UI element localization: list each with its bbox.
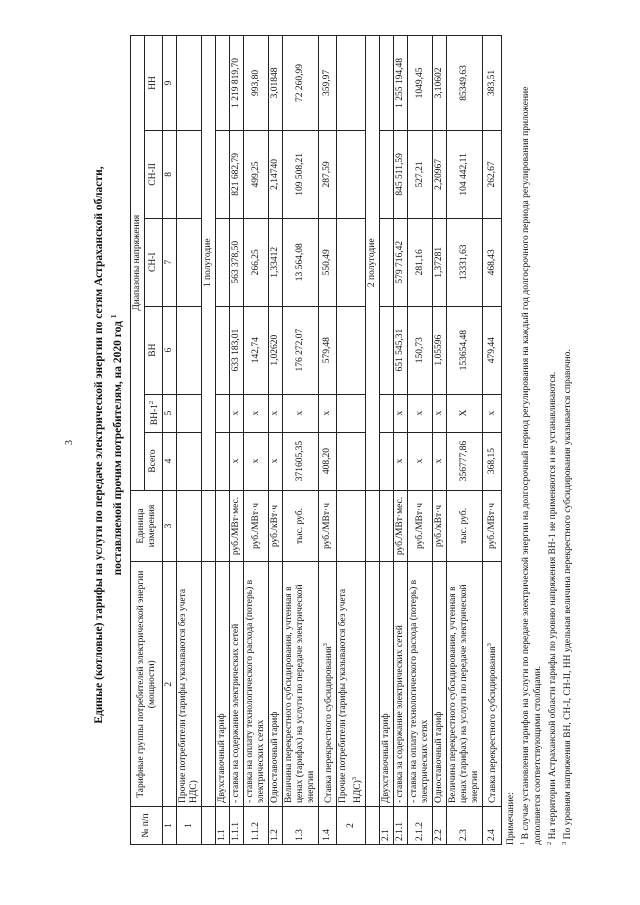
- document-title: [92, 65, 126, 825]
- note-mark: 3: [561, 841, 569, 845]
- row-num: 1.3: [283, 807, 319, 845]
- column-number-row: [163, 36, 177, 845]
- cell-vn1: X: [447, 394, 483, 432]
- cell-vn: 633 183,01: [230, 306, 244, 394]
- cell-nn: [380, 36, 394, 131]
- col-number: 6: [163, 306, 177, 394]
- period-label: 2 полугодие: [366, 36, 380, 491]
- cell-total: [216, 432, 230, 490]
- row-label-mark: 3: [322, 643, 330, 647]
- cell-sn2: 104 442,11: [447, 130, 483, 218]
- note-item: [559, 45, 574, 845]
- table-row: [244, 36, 269, 845]
- row-label-text: - ставка на содержание электрических сетей: [231, 623, 242, 804]
- row-num: 2.1.2: [408, 807, 433, 845]
- table-header: [131, 36, 177, 845]
- cell-sn2: [380, 130, 394, 218]
- cell-vn1: x: [269, 394, 283, 432]
- header-voltage-ranges: Диапазоны напряжения: [131, 36, 145, 491]
- notes-heading: Примечание:: [506, 792, 516, 845]
- title-line-2: [107, 65, 126, 825]
- header-unit: Единица измерения: [131, 490, 163, 562]
- cell-nn: 3,10602: [433, 36, 447, 131]
- cell-vn1: x: [283, 394, 319, 432]
- row-unit: руб./МВт·ч: [244, 490, 269, 562]
- header-tariff-groups: Тарифные группы потребителей электрической энергии (мощности): [131, 562, 163, 807]
- tariff-table: [130, 35, 502, 845]
- note-text: В случае установления тарифов на услуги по передаче электрической энергии на долгосрочный период регулирования на каждый год долгосрочного периода регулирования приложение дополняется соответствующими столбцами.: [521, 86, 544, 845]
- row-unit: руб./МВт·мес.: [394, 490, 408, 562]
- notes: [505, 45, 574, 845]
- row-num: 2.1.1: [394, 807, 408, 845]
- row-num: 1.2: [269, 807, 283, 845]
- row-label-text: Одноставочный тариф: [434, 711, 445, 804]
- header-vn1-mark: 2: [148, 400, 155, 405]
- note-item: [544, 45, 559, 845]
- header-sn2: СН-II: [145, 130, 163, 218]
- row-num: 2.1: [380, 807, 394, 845]
- header-sn1: СН-I: [145, 218, 163, 306]
- header-nn: НН: [145, 36, 163, 131]
- col-number: 9: [163, 36, 177, 131]
- row-label-text: Двухставочный тариф: [217, 713, 228, 804]
- row-label: [380, 562, 394, 807]
- row-label: [483, 562, 501, 807]
- cell-sn1: 13 564,08: [283, 218, 319, 306]
- row-num: 1.1: [216, 807, 230, 845]
- table-row: [269, 36, 283, 845]
- row-unit: руб./МВт·мес.: [230, 490, 244, 562]
- cell-vn1: x: [483, 394, 501, 432]
- table-row: [433, 36, 447, 845]
- row-unit: [380, 490, 394, 562]
- cell-sn2: 109 508,21: [283, 130, 319, 218]
- note-item: [517, 45, 544, 845]
- cell-sn2: 2,20967: [433, 130, 447, 218]
- group-label-mark: 3: [351, 776, 359, 781]
- cell-nn: 993,80: [244, 36, 269, 131]
- cell-vn1: [380, 394, 394, 432]
- col-number: 5: [163, 394, 177, 432]
- row-label-text: Величина перекрестного субсидирования, учтенная в ценах (тарифах) на услуги по передаче электрической энергии: [448, 584, 481, 804]
- cell-sn1: 281,16: [408, 218, 433, 306]
- cell-nn: 1 219 819,70: [230, 36, 244, 131]
- cell-vn1: x: [230, 394, 244, 432]
- cell-nn: 359,97: [319, 36, 337, 131]
- col-number: 7: [163, 218, 177, 306]
- cell-vn1: x: [394, 394, 408, 432]
- row-unit: руб./МВт·ч: [483, 490, 501, 562]
- group-label-text: Прочие потребители (тарифы указываются без учета НДС): [338, 588, 364, 804]
- row-unit: руб./МВт·ч: [408, 490, 433, 562]
- cell-sn1: 563 378,50: [230, 218, 244, 306]
- cell-sn2: 845 511,59: [394, 130, 408, 218]
- cell-sn2: [216, 130, 230, 218]
- header-no: № п/п: [131, 807, 163, 845]
- cell-sn1: 266,25: [244, 218, 269, 306]
- row-label-text: - ставка на оплату технологического расхода (потерь) в электрических сетях: [245, 579, 267, 804]
- cell-total: x: [408, 432, 433, 490]
- cell-nn: 383,51: [483, 36, 501, 131]
- group-num: 1: [177, 807, 202, 845]
- cell-sn2: 2,14740: [269, 130, 283, 218]
- notes-list: [517, 45, 574, 845]
- cell-total: x: [433, 432, 447, 490]
- note-text: По уровням напряжения ВН, СН-I, СН-II, НН удельная величина перекрестного субсидирования указывается справочно.: [563, 349, 574, 840]
- row-num: 2.3: [447, 807, 483, 845]
- row-unit: тыс. руб.: [283, 490, 319, 562]
- rotated-document-page: [20, 20, 620, 885]
- row-num: 2.4: [483, 807, 501, 845]
- note-mark: 2: [546, 841, 554, 845]
- title-line-1: Единые (котловые) тарифы на услуги по передаче электрической энергии по сетям Астраханской области,: [93, 166, 105, 724]
- cell-total: x: [244, 432, 269, 490]
- cell-vn: 651 545,31: [394, 306, 408, 394]
- cell-sn1: 550,49: [319, 218, 337, 306]
- col-number: 2: [163, 562, 177, 807]
- page-number: 3: [64, 440, 75, 445]
- table-row: [319, 36, 337, 845]
- title-footnote-mark: 1: [110, 314, 118, 319]
- row-label-text: Ставка перекрестного субсидирования: [324, 646, 335, 804]
- cell-vn: 1,02620: [269, 306, 283, 394]
- row-label-text: Одноставочный тариф: [270, 711, 281, 804]
- row-unit: руб./МВт·ч: [319, 490, 337, 562]
- row-num: 1.1.2: [244, 807, 269, 845]
- table-body: [177, 36, 501, 845]
- cell-vn: 153654,48: [447, 306, 483, 394]
- cell-vn: 142,74: [244, 306, 269, 394]
- col-number: 1: [163, 807, 177, 845]
- cell-vn1: x: [244, 394, 269, 432]
- table-row: [447, 36, 483, 845]
- cell-vn1: x: [433, 394, 447, 432]
- period-row: [366, 36, 380, 845]
- cell-nn: 72 260,99: [283, 36, 319, 131]
- cell-vn1: [216, 394, 230, 432]
- group-row: [337, 36, 366, 845]
- table-row: [483, 36, 501, 845]
- cell-vn: 176 272,07: [283, 306, 319, 394]
- cell-vn1: x: [408, 394, 433, 432]
- cell-total: 408,20: [319, 432, 337, 490]
- header-vn: ВН: [145, 306, 163, 394]
- row-label: [283, 562, 319, 807]
- row-label-text: - ставка за содержание электрических сетей: [395, 625, 406, 804]
- table-row: [380, 36, 394, 845]
- title-line-2-text: поставляемой прочим потребителям, на 2020 год: [111, 321, 124, 576]
- row-label: [447, 562, 483, 807]
- group-num: 2: [337, 807, 366, 845]
- cell-sn2: 262,67: [483, 130, 501, 218]
- cell-sn2: 527,21: [408, 130, 433, 218]
- cell-sn1: 468,43: [483, 218, 501, 306]
- note-text: На территории Астраханской области тарифы по уровню напряжения ВН-1 не применяются и не устанавливаются.: [548, 371, 559, 840]
- table-row: [283, 36, 319, 845]
- cell-sn2: 287,59: [319, 130, 337, 218]
- cell-sn2: 821 682,79: [230, 130, 244, 218]
- table-row: [230, 36, 244, 845]
- table-row: [216, 36, 230, 845]
- col-number: 8: [163, 130, 177, 218]
- row-label: [216, 562, 230, 807]
- row-label-text: Ставка перекрестного субсидирования: [488, 646, 499, 804]
- row-unit: руб./кВт·ч: [269, 490, 283, 562]
- note-mark: 1: [519, 841, 526, 845]
- cell-vn: [216, 306, 230, 394]
- col-number: 3: [163, 490, 177, 562]
- col-number: 4: [163, 432, 177, 490]
- cell-sn2: 499,25: [244, 130, 269, 218]
- row-unit: [216, 490, 230, 562]
- cell-vn: [380, 306, 394, 394]
- cell-sn1: 1,33412: [269, 218, 283, 306]
- cell-nn: 1049,45: [408, 36, 433, 131]
- cell-sn1: 13331,63: [447, 218, 483, 306]
- header-total: Всего: [145, 432, 163, 490]
- cell-vn: 1,05596: [433, 306, 447, 394]
- row-label: [230, 562, 244, 807]
- row-label-text: - ставка на оплату технологического расхода (потерь) в электрических сетях: [409, 579, 431, 804]
- cell-nn: [216, 36, 230, 131]
- row-label: [433, 562, 447, 807]
- group-label: [337, 562, 366, 807]
- cell-nn: 85349,63: [447, 36, 483, 131]
- table-row: [394, 36, 408, 845]
- row-label: [244, 562, 269, 807]
- cell-nn: 3,01848: [269, 36, 283, 131]
- cell-nn: 1 255 194,48: [394, 36, 408, 131]
- cell-sn1: 1,37281: [433, 218, 447, 306]
- cell-sn1: [380, 218, 394, 306]
- cell-sn1: [216, 218, 230, 306]
- cell-vn: 150,73: [408, 306, 433, 394]
- period-label: 1 полугодие: [202, 36, 216, 491]
- row-label-text: Величина перекрестного субсидирования, учтенная в ценах (тарифах) на услуги по передаче электрической энергии: [284, 584, 317, 804]
- cell-total: x: [394, 432, 408, 490]
- cell-total: 368,15: [483, 432, 501, 490]
- cell-vn: 479,44: [483, 306, 501, 394]
- cell-vn1: x: [319, 394, 337, 432]
- row-label-text: Двухставочный тариф: [381, 713, 392, 804]
- row-label: [408, 562, 433, 807]
- period-row: [202, 36, 216, 845]
- cell-vn: 579,48: [319, 306, 337, 394]
- table-row: [408, 36, 433, 845]
- cell-total: [380, 432, 394, 490]
- row-label: [269, 562, 283, 807]
- row-num: 1.1.1: [230, 807, 244, 845]
- cell-total: x: [269, 432, 283, 490]
- row-num: 1.4: [319, 807, 337, 845]
- header-vn1: [145, 394, 163, 432]
- cell-total: x: [230, 432, 244, 490]
- header-vn1-label: ВН-1: [150, 404, 161, 426]
- row-unit: руб./кВт·ч: [433, 490, 447, 562]
- cell-sn1: 579 716,42: [394, 218, 408, 306]
- row-num: 2.2: [433, 807, 447, 845]
- row-label: [319, 562, 337, 807]
- cell-total: 371605,35: [283, 432, 319, 490]
- group-row: [177, 36, 202, 845]
- row-unit: тыс. руб.: [447, 490, 483, 562]
- row-label: [394, 562, 408, 807]
- group-label: Прочие потребители (тарифы указываются без учета НДС): [177, 562, 202, 807]
- row-label-mark: 3: [486, 643, 494, 647]
- cell-total: 356777,86: [447, 432, 483, 490]
